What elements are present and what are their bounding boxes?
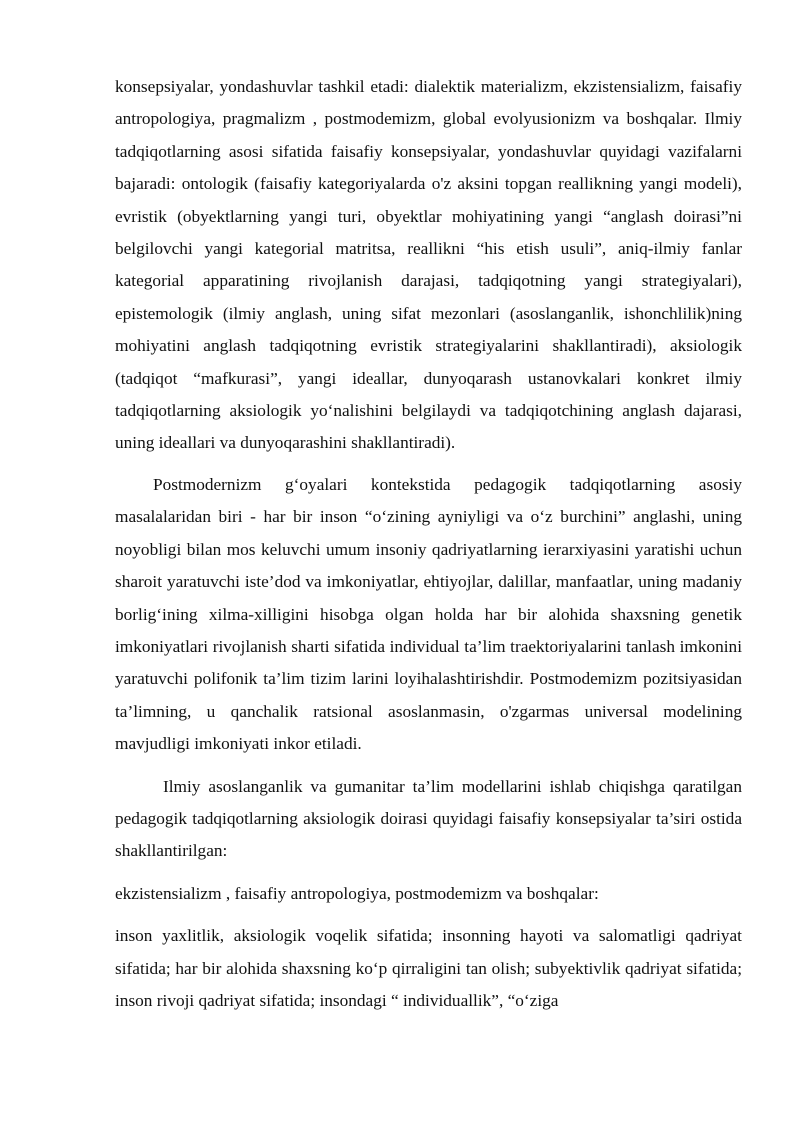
paragraph-human-values: inson yaxlitlik, aksiologik voqelik sifatida; insonning hayoti va salomatligi qadriyat sifatida; har bir alohida shaxsning ko‘p qirraligini tan olish; subyektivlik qadriyat sifatida; inson rivoji qadriyat sifatida; insondagi “ individuallik”, “o‘ziga: [115, 926, 742, 1010]
document-body: [115, 71, 742, 1017]
paragraph-concepts-list: ekzistensializm , faisafiy antropologiya, postmodemizm va boshqalar:: [115, 883, 599, 903]
paragraph-philosophical-concepts: konsepsiyalar, yondashuvlar tashkil etadi: dialektik materializm, ekzistensializm, faisafiy antropologiya, pragmalizm , postmodemizm, global evolyusionizm va boshqalar. Ilmiy tadqiqotlarning asosi sifatida faisafiy konsepsiyalar, yondashuvlar quyidagi vazifalarni bajaradi: ontologik (faisafiy kategoriyalarda o'z aksini topgan reallikning yangi modeli), evristik (obyektlarning yangi turi, obyektlar mohiyatining yangi “anglash doirasi”ni belgilovchi yangi kategorial matritsa, reallikni “his etish usuli”, aniq-ilmiy fanlar kategorial apparatining rivojlanish darajasi, tadqiqotning yangi strategiyalari), epistemologik (ilmiy anglash, uning sifat mezonlari (asoslanganlik, ishonchlilik)ning mohiyatini anglash tadqiqotning evristik strategiyalarini shakllantiradi), aksiologik (tadqiqot “mafkurasi”, yangi ideallar, dunyoqarash ustanovkalari konkret ilmiy tadqiqotlarning aksiologik yo‘nalishini belgilaydi va tadqiqotchining anglash dajarasi, uning ideallari va dunyoqarashini shakllantiradi).: [115, 77, 742, 453]
paragraph-axiological-scope: Ilmiy asoslanganlik va gumanitar ta’lim modellarini ishlab chiqishga qaratilgan pedagogik tadqiqotlarning aksiologik doirasi quyidagi faisafiy konsepsiyalar ta’siri ostida shakllantirilgan:: [115, 776, 742, 861]
paragraph-postmodernism: Postmodernizm g‘oyalari kontekstida pedagogik tadqiqotlarning asosiy masalalaridan biri - har bir inson “o‘zining ayniyligi va o‘z burchini” anglashi, uning noyobligi bilan mos keluvchi umum insoniy qadriyatlarning ierarxiyasini yaratishi uchun sharoit yaratuvchi iste’dod va imkoniyatlar, ehtiyojlar, dalillar, manfaatlar, uning madaniy borlig‘ining xilma-xilligini hisobga olgan holda har bir alohida shaxsning genetik imkoniyatlari rivojlanish sharti sifatida individual ta’lim traektoriyalarini tanlash imkonini yaratuvchi polifonik ta’lim tizim larini loyihalashtirishdir. Postmodemizm pozitsiyasidan ta’limning, u qanchalik ratsional asoslanmasin, o'zgarmas universal modelining mavjudligi imkoniyati inkor etiladi.: [115, 474, 742, 754]
